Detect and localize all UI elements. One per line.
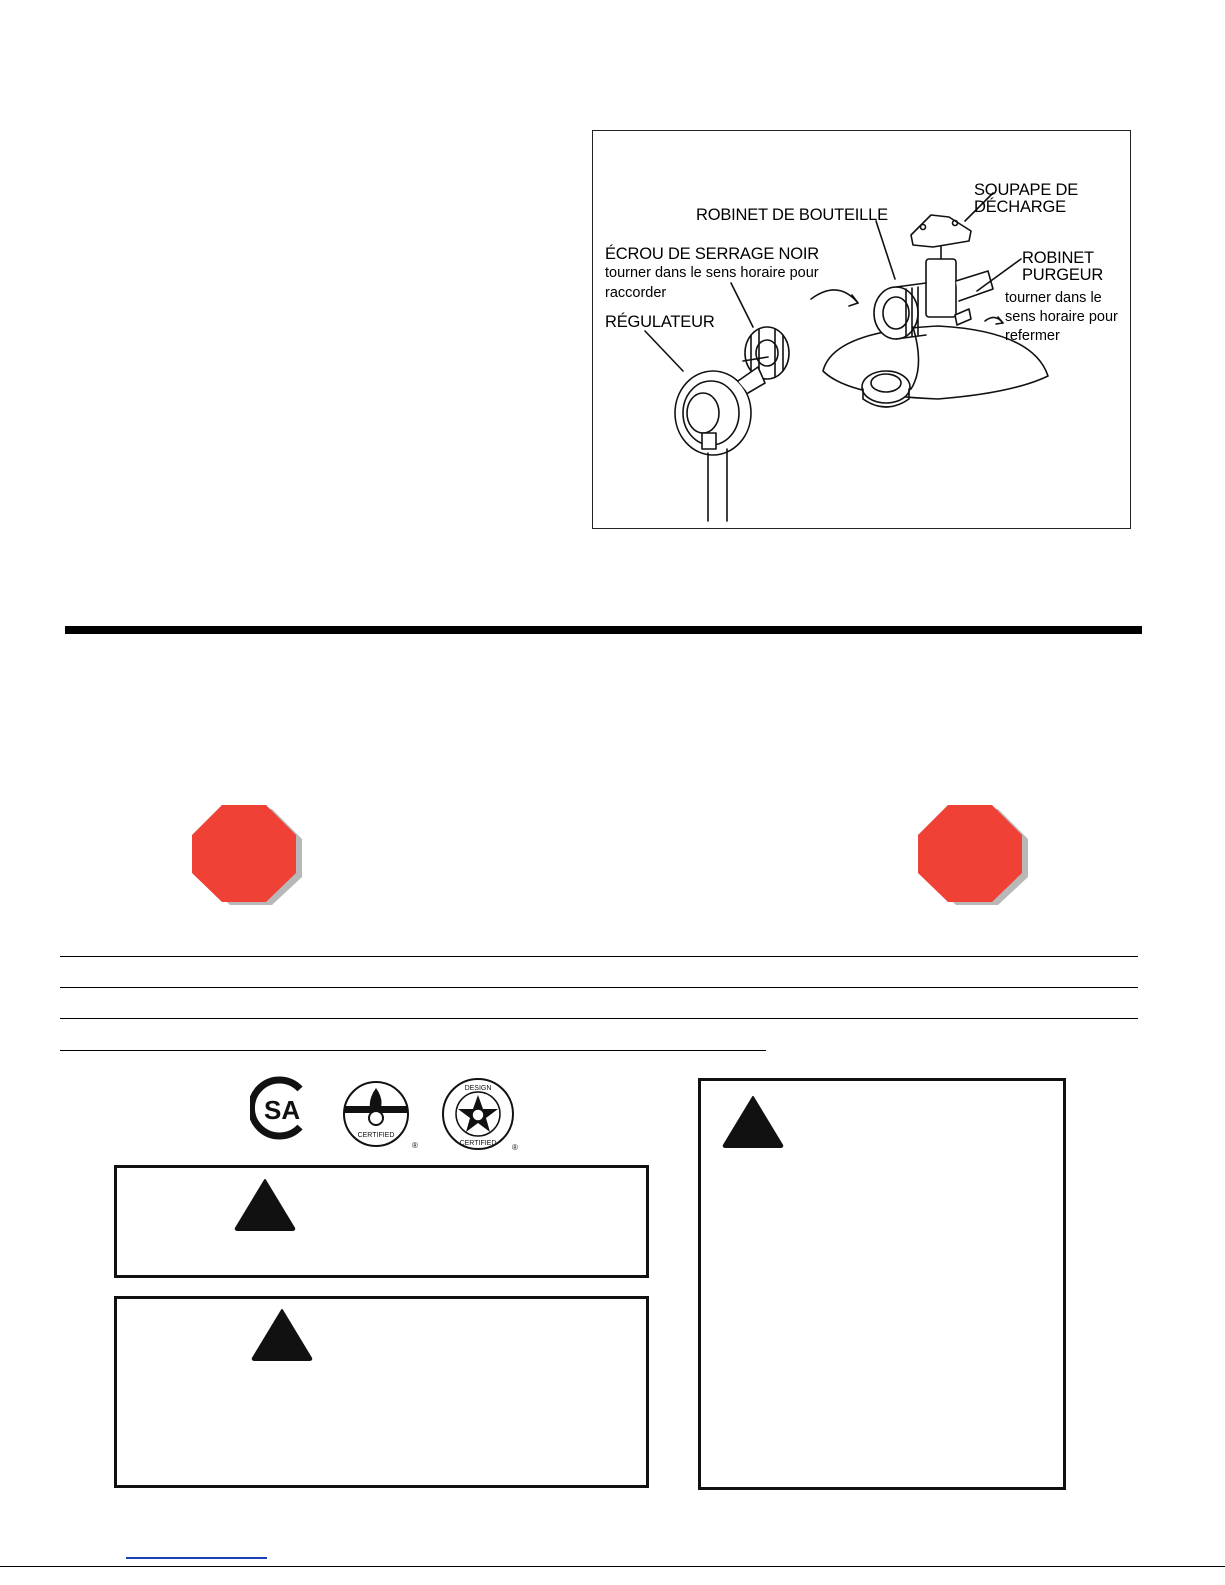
csa-logo: [250, 1075, 314, 1141]
warning-box: [698, 1078, 1066, 1490]
label-ecrou: ÉCROU DE SERRAGE NOIR: [605, 245, 819, 263]
section-divider: [65, 626, 1142, 634]
certified-text: CERTIFIED: [357, 1132, 395, 1139]
warning-box: [114, 1296, 649, 1488]
stop-octagon-icon: [918, 805, 1030, 905]
warning-box: [114, 1165, 649, 1278]
footer-link-underline[interactable]: [126, 1557, 267, 1559]
warning-triangle-icon: [251, 1308, 313, 1362]
label-purgeur-note-line3: refermer: [1005, 328, 1060, 344]
label-robinet-purgeur-line2: PURGEUR: [1022, 266, 1104, 284]
horizontal-rule: [60, 1050, 766, 1051]
design-text: DESIGN: [464, 1085, 492, 1092]
label-ecrou-note-line1: tourner dans le sens horaire pour: [605, 265, 819, 281]
label-purgeur-note-line1: tourner dans le: [1005, 290, 1102, 306]
csa-letters: SA: [264, 1095, 301, 1125]
registered-mark: ®: [512, 1143, 518, 1152]
label-purgeur-note-line2: sens horaire pour: [1005, 309, 1118, 325]
registered-mark: ®: [412, 1141, 418, 1150]
horizontal-rule: [60, 987, 1138, 988]
regulator-diagram: [592, 130, 1131, 529]
footer-rule: [0, 1566, 1225, 1567]
csa-flame-certified-logo: [342, 1080, 422, 1152]
horizontal-rule: [60, 956, 1138, 957]
label-ecrou-note-line2: raccorder: [605, 285, 667, 301]
stop-octagon-icon: [192, 805, 304, 905]
label-robinet-bouteille: ROBINET DE BOUTEILLE: [696, 206, 888, 224]
horizontal-rule: [60, 1018, 1138, 1019]
label-regulateur: RÉGULATEUR: [605, 313, 715, 331]
warning-triangle-icon: [234, 1178, 296, 1232]
label-soupape-line1: SOUPAPE DE: [974, 181, 1079, 199]
design-certified-text: CERTIFIED: [459, 1140, 497, 1147]
design-certified-logo: [440, 1078, 522, 1154]
label-soupape-line2: DÉCHARGE: [974, 198, 1066, 216]
warning-triangle-icon: [722, 1095, 784, 1149]
label-robinet-purgeur-line1: ROBINET: [1022, 249, 1094, 267]
